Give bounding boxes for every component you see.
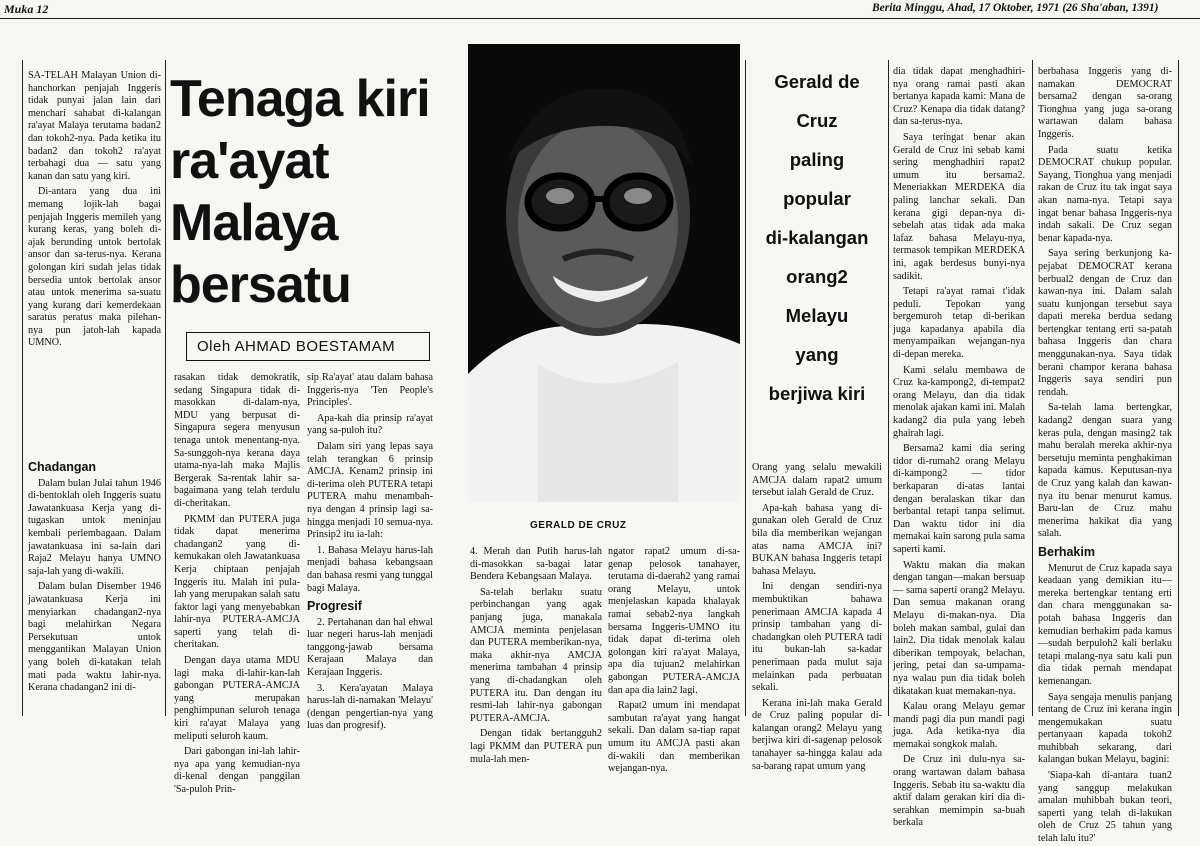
header-rule bbox=[0, 18, 1200, 19]
paragraph: sip Ra'ayat' atau dalam bahasa Inggeris-nya 'Ten People's Principles'. bbox=[307, 372, 433, 409]
paragraph: rasakan tidak demokratik, sedang Singapura tidak di-masokkan di-dalam-nya, MDU yang berpusat di-Singapura segera menyusun tenaga untok menentang-nya. Sa-sunggoh-nya kerana daya utama-nya-lah maka Majlis Bergerak Sa-rentak lahir sa-bagaimana yang telah terdulu di-cheritakan. bbox=[174, 372, 300, 509]
subhead-progresif: Progresif bbox=[307, 599, 362, 614]
article-col-3 bbox=[307, 372, 433, 732]
paragraph: Apa-kah dia prinsip ra'ayat yang sa-puloh itu? bbox=[307, 412, 433, 437]
paragraph: Dalam bulan Julai tahun 1946 di-bentoklah oleh Inggeris suatu Jawatankuasa Kerja yang di-tugaskan untok meninjau kembali perlembagaan. Dalam jawatankuasa ini sa-lain dari Raja2 Melayu hanya UMNO saja-lah yang di-wakili. bbox=[28, 477, 161, 577]
paragraph: 4. Merah dan Putih harus-lah di-masokkan sa-bagai latar Bendera Kebangsaan Malaya. bbox=[470, 546, 602, 583]
paragraph: Di-antara yang dua ini memang lojik-lah bagai penjajah Inggeris memileh yang kurang keras, yang boleh di-ajak berunding untok bertolak ansor dan sa-terus-nya. Kerana golongan kiri sudah jelas tidak bersedia untok bertolak ansor atau untok menerima sa-suatu yang kurang dari kemerdekaan saratus peratus maka pilehan-nya pun jatoh-lah kapada UMNO. bbox=[28, 186, 161, 349]
headline-line: ra'ayat bbox=[170, 132, 329, 190]
sidebar-headline bbox=[752, 62, 882, 413]
paragraph: Sa-telah lama bertengkar, kadang2 dengan suara yang keras pula, dengan masing2 tak mahu beralah mereka akhir-nya bersetuju meminta penghakiman kapada kamus. Keputusan-nya de Cruz yang kalah dan kawan-nya itu benar menurut kamus. Baru-lan de Cruz mahu menerima hakikat dia yang salah. bbox=[1038, 402, 1172, 540]
paragraph: Kerana ini-lah maka Gerald de Cruz paling popular di-kalangan orang2 Melayu yang berjiwa kiri di-sagenap pelosok tanahayer sa-hingga kalau ada sa-barang rapat umum yang bbox=[752, 697, 882, 772]
paragraph: Dalam bulan Disember 1946 jawatankuasa Kerja ini menyiarkan chadangan2-nya bagi melahirkan Negara Persekutuan untok menggantikan Malayan Union yang boleh di-katakan telah mati pada waktu lahir-nya. Kerana chadangan2 ini di- bbox=[28, 581, 161, 694]
sidebar-headline-line: orang2 bbox=[786, 266, 848, 287]
paragraph: Dalam siri yang lepas saya telah terangkan 6 prinsip AMCJA. Kenam2 prinsip ini di-terima oleh PUTERA tetapi PUTERA mahu menambah-nya dengan 4 prinsip lagi sa-hingga menjadi 10 semua-nya. Prinsip2 itu ia-lah: bbox=[307, 440, 433, 541]
right-border bbox=[1178, 60, 1179, 716]
masthead-date bbox=[872, 2, 1158, 14]
left-border bbox=[22, 60, 23, 716]
headline-block bbox=[170, 68, 460, 316]
paragraph: berbahasa Inggeris yang di-namakan DEMOCRAT bersama2 dengan sa-orang Tionghua yang juga sa-orang wartawan dalam bahasa Inggeris. bbox=[1038, 66, 1172, 140]
paragraph: Saya sering berkunjong ka-pejabat DEMOCRAT kerana berbual2 dengan de Cruz dan kawan-nya ini. Dalam salah suatu kunjongan tersebut saya dapati mereka berdua sedang bertengkar tentang erti sa-patah bahasa Inggeris dan chara menggunakan-nya. Saya tidak berani champor kerana bahasa Inggeris saya sendiri pun rendah. bbox=[1038, 248, 1172, 398]
headline-line: Malaya bbox=[170, 194, 338, 252]
column-rule bbox=[1032, 60, 1033, 716]
subhead-chadangan: Chadangan bbox=[28, 460, 97, 474]
paragraph: Waktu makan dia makan dengan tangan—makan bersuap— sama saperti orang2 Melayu. Dan semua makanan orang Melayu di-makan-nya. Dia boleh makan sambal, gulai dan lain2. Dia tidak menolak kalau diberikan tempoyak, belachan, jering, petai dan sa-umpama-nya walau pun dia tidak boleh dikatakan kuat memakan-nya. bbox=[893, 559, 1025, 697]
sidebar-col-1 bbox=[752, 462, 882, 772]
headline-line: bersatu bbox=[170, 256, 351, 314]
column-rule bbox=[888, 60, 889, 716]
sidebar-headline-line: di-kalangan bbox=[765, 227, 869, 248]
sidebar-headline-line: popular bbox=[783, 188, 851, 209]
paragraph: Dengan tidak bertangguh2 lagi PKMM dan PUTERA pun mula-lah men- bbox=[470, 728, 602, 765]
headline-line: Tenaga kiri bbox=[170, 70, 430, 128]
paragraph: Orang yang selalu mewakili AMCJA dalam rapat2 umum tersebut ialah Gerald de Cruz. bbox=[752, 462, 882, 499]
paragraph: Apa-kah bahasa yang di-gunakan oleh Gerald de Cruz bila dia memberikan wejangan atas nama AMCJA ini? BUKAN bahasa Inggeris tetapi bahasa Melayu. bbox=[752, 502, 882, 577]
sidebar-headline-line: paling bbox=[789, 149, 845, 170]
article-col-5 bbox=[608, 546, 740, 775]
portrait-illustration bbox=[468, 44, 740, 502]
paragraph: SA-TELAH Malayan Union di-hanchorkan penjajah Inggeris tidak punyai jalan lain dari menchari sahabat di-kalangan ra'ayat Malaya terutama badan2 dan tokoh2-nya. Pada ketika itu badan2 dan tokoh2 ra'ayat terbahagi dua — satu yang kanan dan satu yang kiri. bbox=[28, 70, 161, 182]
article-col-2 bbox=[174, 372, 300, 795]
paragraph: PKMM dan PUTERA juga tidak dapat menerima chadangan2 yang di-kemukakan oleh Jawatankuasa Kerja chiptaan penjajah Inggeris itu. Malah ini pula-lah yang merupakan salah satu faktor lagi yang menyebabkan lahir-nya PUTERA-AMCJA saperti yang telah di-cheritakan. bbox=[174, 513, 300, 651]
sidebar-col-3 bbox=[1038, 66, 1172, 845]
paragraph: Bersama2 kami dia sering tidor di-rumah2 orang Melayu di-kampong2 — tidor berkaparan di-atas lantai dengan beralaskan tikar dan berbantal tetapi tanpa selimut. Dan waktu tidor ini dia memakai kain sarong pula sama saperti kami. bbox=[893, 443, 1025, 555]
paragraph: Dengan daya utama MDU lagi maka di-lahir-kan-lah gabongan PUTERA-AMCJA yang merupakan penghimpunan seluroh tenaga kiri ra'ayat Malaya yang meliputi seluroh kaum. bbox=[174, 655, 300, 742]
paragraph: 'Siapa-kah di-antara tuan2 yang sanggup melakukan amalan muhibbah bukan teori, saperti yang telah di-lakukan oleh de Cruz 25 tahun yang telah lalu itu?' bbox=[1038, 770, 1172, 845]
article-col-1 bbox=[28, 70, 161, 450]
sidebar-headline-line: Gerald de bbox=[774, 71, 860, 92]
paragraph: dia tidak dapat menghadhiri-nya orang ramai pasti akan bertanya kapada kami: Mana de Cruz? Kenapa dia tidak datang? dan sa-terus-nya. bbox=[893, 66, 1025, 128]
sidebar-headline-line: yang bbox=[795, 344, 839, 365]
paragraph: Saya teringat benar akan Gerald de Cruz ini sebab kami sering menghadhiri rapat2 umum itu bersama2. Meneriakkan MERDEKA dia paling lanchar sekali. Dan kerana gigi depan-nya di-sebelah atas tidak ada maka lafaz bahasa Melayu-nya, termasok tempikan MERDEKA ini, agak berdesus bunyi-nya sadikit. bbox=[893, 131, 1025, 282]
article-col-1b bbox=[28, 456, 161, 718]
paragraph: Kami selalu membawa de Cruz ka-kampong2, di-tempat2 orang Melayu, dan dia tidak menolak ajakan kami ini. Malah kadang2 dia pula yang lebeh ghairah lagi. bbox=[893, 364, 1025, 439]
masthead-hijri: (26 Sha'aban, 1391) bbox=[1062, 2, 1159, 14]
photo-caption: GERALD DE CRUZ bbox=[530, 520, 627, 531]
column-rule bbox=[165, 60, 166, 716]
paragraph: 2. Pertahanan dan hal ehwal luar negeri harus-lah menjadi tanggong-jawab bersama Kerajaan Malaya dan Kerajaan Inggeris. bbox=[307, 616, 433, 679]
paragraph: Menurut de Cruz kapada saya keadaan yang demikian itu—mereka bertengkar tentang erti dan chara menggunakan sa-potah bahasa Inggeris dan kemudian berhakim pada kamus—sudah berpuloh2 kali berlaku tetapi malang-nya satu kali pun dia tidak pernah mendapat kemenangan. bbox=[1038, 562, 1172, 687]
paragraph: ngator rapat2 umum di-sa-genap pelosok tanahayer, terutama di-daerah2 yang ramai orang Melayu, untok menjelaskan kapada khalayak ramai sebab2-nya langkah bersama Inggeris-UMNO itu tidak dapat di-terima oleh golongan kiri ra'ayat Malaya, apa dia tujuan2 melahirkan gabongan PUTERA-AMCJA dan apa dia lain2 lagi. bbox=[608, 546, 740, 696]
subhead-berhakim: Berhakim bbox=[1038, 544, 1095, 559]
paragraph: Sa-telah berlaku suatu perbinchangan yang agak panjang juga, manakala AMCJA meminta penjelasan dan PUTERA memberikan-nya, maka akhir-nya AMCJA menerima tambahan 4 prinsip yang di-chadangkan oleh PUTERA itu. Dan dengan itu resmi-lah lahir-nya gabongan PUTERA-AMCJA. bbox=[470, 586, 602, 724]
sidebar-headline-line: Cruz bbox=[796, 110, 838, 131]
paragraph: 1. Bahasa Melayu harus-lah menjadi bahasa kebangsaan dan bahasa resmi yang tunggal bagi Malaya. bbox=[307, 544, 433, 594]
sidebar-col-2 bbox=[893, 66, 1025, 829]
paragraph: Rapat2 umum ini mendapat sambutan ra'ayat yang hangat sekali. Dan dalam sa-tiap rapat umum itu AMCJA pasti akan di-wakili dan memberikan wejangan-nya. bbox=[608, 700, 740, 775]
sidebar-headline-line: berjiwa kiri bbox=[768, 383, 866, 404]
column-rule bbox=[745, 60, 746, 716]
paragraph: Tetapi ra'ayat ramai t'idak peduli. Tepokan yang bergemuroh tetap di-berikan juga kapadanya apabila dia menyampaikan wejangan-nya di-depan mereka. bbox=[893, 286, 1025, 361]
paragraph: Saya sengaja menulis panjang tentang de Cruz ini kerana ingin mengemukakan suatu pertanyaan kapada tokoh2 muhibbah sekarang, dari kalangan bukan Melayu, bagini: bbox=[1038, 691, 1172, 766]
portrait-photo bbox=[468, 44, 740, 502]
masthead-text: Berita Minggu, Ahad, 17 Oktober, 1971 bbox=[872, 2, 1060, 14]
paragraph: Ini dengan sendiri-nya membuktikan bahawa penerimaan AMCJA kapada 4 prinsip tambahan yang di-chadangkan oleh PUTERA tadi itu bukan-lah sa-kadar penerimaan pada mulut saja melainkan pada perbuatan sekali. bbox=[752, 581, 882, 694]
sidebar-headline-line: Melayu bbox=[785, 305, 849, 326]
paragraph: 3. Kera'ayatan Malaya harus-lah di-namakan 'Melayu' (dengan pengertian-nya yang luas dan progresif). bbox=[307, 682, 433, 732]
article-col-4 bbox=[470, 546, 602, 765]
paragraph: De Cruz ini dulu-nya sa-orang wartawan dalam bahasa Inggeris. Sebab itu sa-waktu dia aktif dalam gerakan kiri dia di-serahkan memimpin sa-buah berkala bbox=[893, 754, 1025, 829]
byline: Oleh AHMAD BOESTAMAM bbox=[186, 332, 430, 361]
page-number: Muka 12 bbox=[4, 2, 49, 16]
paragraph: Kalau orang Melayu gemar mandi pagi dia pun mandi pagi juga. Ada ketika-nya dia memakai songkok malah. bbox=[893, 701, 1025, 750]
paragraph: Dari gabongan ini-lah lahir-nya apa yang kemudian-nya di-kenal dengan panggilan 'Sa-puloh Prin- bbox=[174, 746, 300, 795]
paragraph: Pada suatu ketika DEMOCRAT chukup popular. Sayang, Tionghua yang menjadi rakan de Cruz itu tak ingat saya akan nama-nya. Tetapi saya ingat benar bahasa Inggeris-nya indah sakali. De Cruz segan benar kapada-nya. bbox=[1038, 144, 1172, 244]
